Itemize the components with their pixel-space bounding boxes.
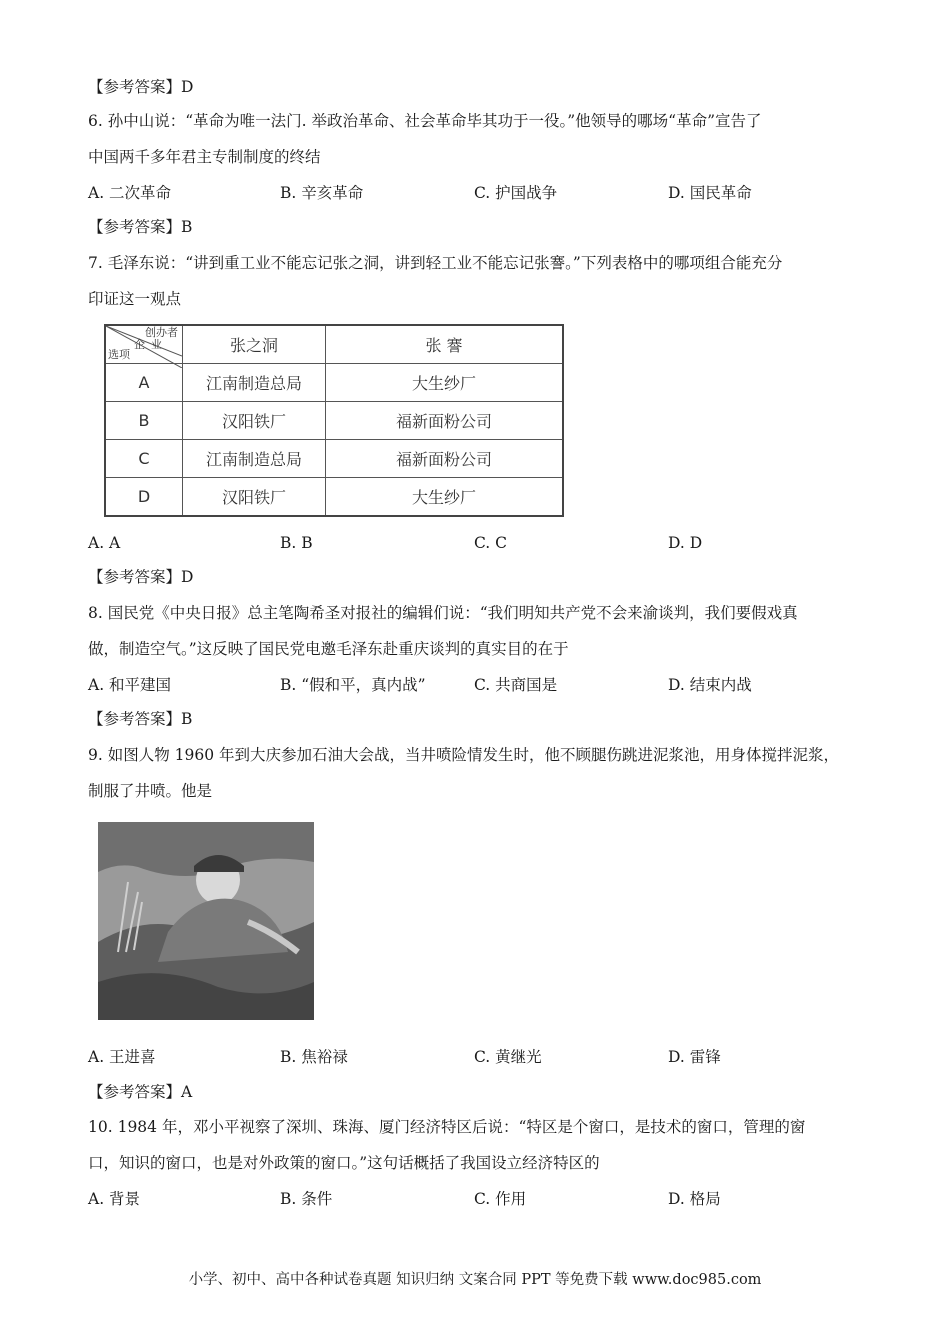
option-b: B. “假和平，真内战” xyxy=(280,676,426,694)
question-8-answer: 【参考答案】B xyxy=(88,710,193,728)
option-c: C. 黄继光 xyxy=(474,1048,542,1066)
question-9-answer: 【参考答案】A xyxy=(88,1083,193,1101)
row-zhang-zhidong: 汉阳铁厂 xyxy=(183,402,326,440)
option-b: B. B xyxy=(280,534,313,552)
option-b: B. 焦裕禄 xyxy=(280,1048,348,1066)
question-7-options xyxy=(88,532,868,554)
option-a: A. A xyxy=(88,534,121,552)
option-c: C. C xyxy=(474,534,508,552)
option-d: D. 格局 xyxy=(668,1190,721,1208)
row-zhang-jian: 福新面粉公司 xyxy=(326,402,564,440)
question-9-text-line1: 9. 如图人物 1960 年到大庆参加石油大会战，当井喷险情发生时，他不顾腿伤跳进泥浆池，用身体搅拌泥浆， xyxy=(88,746,840,764)
founder-enterprise-table xyxy=(104,324,564,517)
option-a: A. 和平建国 xyxy=(88,676,172,694)
option-b: B. 辛亥革命 xyxy=(280,184,364,202)
corner-label-enterprise: 企业 xyxy=(134,338,168,351)
table-row xyxy=(105,478,563,517)
row-zhang-zhidong: 汉阳铁厂 xyxy=(183,478,326,517)
question-6-options xyxy=(88,182,868,204)
photo-illustration xyxy=(98,822,314,1020)
option-d: D. 国民革命 xyxy=(668,184,752,202)
row-zhang-zhidong: 江南制造总局 xyxy=(183,440,326,478)
row-zhang-jian: 福新面粉公司 xyxy=(326,440,564,478)
option-a: A. 背景 xyxy=(88,1190,141,1208)
option-c: C. 护国战争 xyxy=(474,184,558,202)
option-d: D. 雷锋 xyxy=(668,1048,721,1066)
table-header-row xyxy=(105,325,563,364)
corner-label-option: 选项 xyxy=(108,348,130,361)
question-10-text-line2: 口，知识的窗口，也是对外政策的窗口。”这句话概括了我国设立经济特区的 xyxy=(88,1154,600,1172)
row-zhang-jian: 大生纱厂 xyxy=(326,478,564,517)
row-zhang-jian: 大生纱厂 xyxy=(326,364,564,402)
row-option: D xyxy=(105,478,183,517)
question-8-options xyxy=(88,674,868,696)
option-b: B. 条件 xyxy=(280,1190,333,1208)
table-row xyxy=(105,364,563,402)
question-6-answer: 【参考答案】B xyxy=(88,218,193,236)
question-7-answer: 【参考答案】D xyxy=(88,568,194,586)
row-option: B xyxy=(105,402,183,440)
question-6-text-line2: 中国两千多年君主专制制度的终结 xyxy=(88,148,321,166)
corner-label-founder: 创办者 xyxy=(145,326,178,339)
question-7-text-line1: 7. 毛泽东说：“讲到重工业不能忘记张之洞，讲到轻工业不能忘记张謇。”下列表格中的哪项组合能充分 xyxy=(88,254,783,272)
question-10-text-line1: 10. 1984 年，邓小平视察了深圳、珠海、厦门经济特区后说：“特区是个窗口，是技术的窗口，管理的窗 xyxy=(88,1118,806,1136)
question-6-text-line1: 6. 孙中山说：“革命为唯一法门. 举政治革命、社会革命毕其功于一役。”他领导的哪场“革命”宣告了 xyxy=(88,112,762,130)
option-a: A. 二次革命 xyxy=(88,184,172,202)
page-footer: 小学、初中、高中各种试卷真题 知识归纳 文案合同 PPT 等免费下载 www.doc985.com xyxy=(188,1272,762,1288)
question-10-options xyxy=(88,1188,868,1210)
question-8-text-line1: 8. 国民党《中央日报》总主笔陶希圣对报社的编辑们说：“我们明知共产党不会来渝谈判，我们要假戏真 xyxy=(88,604,798,622)
header-zhang-zhidong: 张之洞 xyxy=(183,325,326,364)
option-d: D. 结束内战 xyxy=(668,676,752,694)
top-answer: 【参考答案】D xyxy=(88,78,194,96)
wang-jinxi-photo xyxy=(98,822,314,1020)
row-zhang-zhidong: 江南制造总局 xyxy=(183,364,326,402)
question-8-text-line2: 做，制造空气。”这反映了国民党电邀毛泽东赴重庆谈判的真实目的在于 xyxy=(88,640,569,658)
row-option: C xyxy=(105,440,183,478)
row-option: A xyxy=(105,364,183,402)
option-a: A. 王进喜 xyxy=(88,1048,156,1066)
question-9-text-line2: 制服了井喷。他是 xyxy=(88,782,213,800)
table-row xyxy=(105,440,563,478)
option-c: C. 共商国是 xyxy=(474,676,558,694)
header-zhang-jian: 张 謇 xyxy=(326,325,564,364)
table-row xyxy=(105,402,563,440)
option-c: C. 作用 xyxy=(474,1190,527,1208)
question-7-text-line2: 印证这一观点 xyxy=(88,290,182,308)
question-9-options xyxy=(88,1046,868,1068)
table-corner-cell xyxy=(105,325,183,364)
option-d: D. D xyxy=(668,534,703,552)
